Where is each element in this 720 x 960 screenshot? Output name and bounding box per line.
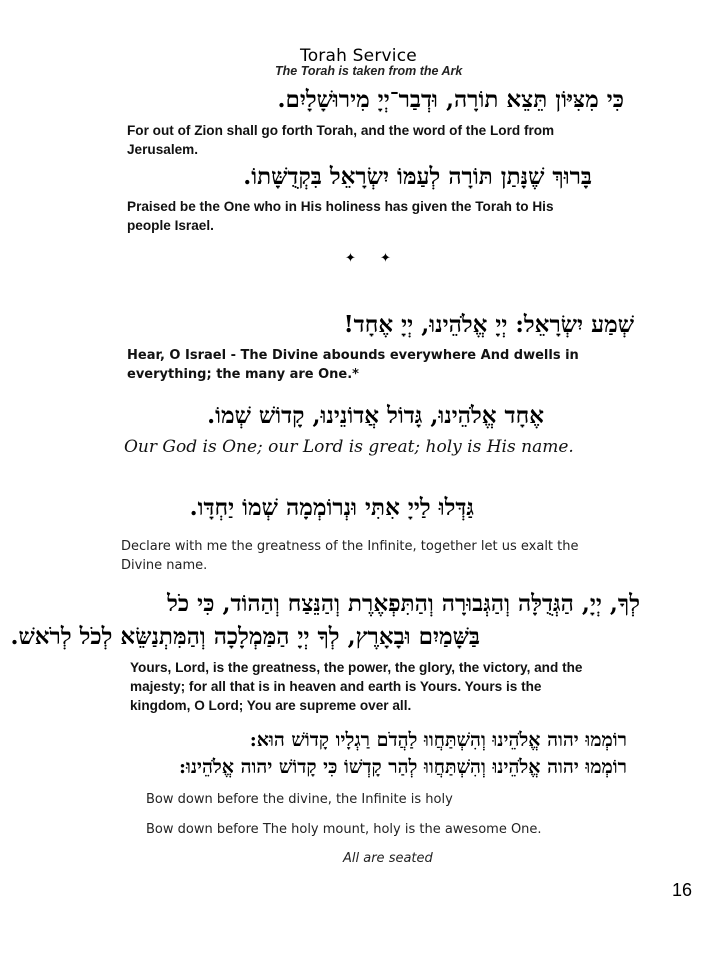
english-verse-6: Yours, Lord, is the greatness, the power, the glory, the victory, and the majesty; for all that is in heaven and earth is Yours. Yours is the kingdom, O Lord; You are supreme over all. [130, 660, 583, 713]
english-verse-7-line-1: Bow down before the divine, the Infinite is holy [146, 792, 453, 807]
hebrew-verse-6-line-1: לְךָ, יְיָ, הַגְּדֻלָּה וְהַגְּבוּרָה וְהַתִּפְאֶרֶת וְהַנֵּצַח וְהַהוֹד, כִּי כֹל [167, 590, 640, 617]
hebrew-verse-3: שְׁמַע יִשְׂרָאֵל: יְיָ אֱלֹהֵינוּ, יְיָ אֶחָד! [343, 311, 634, 338]
english-verse-5: Declare with me the greatness of the Infinite, together let us exalt the Divine name. [121, 539, 579, 573]
english-verse-3: Hear, O Israel - The Divine abounds everywhere And dwells in everything; the many are One.* [127, 348, 579, 382]
hebrew-verse-2: בָּרוּךְ שֶׁנָּתַן תּוֹרָה לְעַמּוֹ יִשְׂרָאֵל בִּקְדֻשָּׁתוֹ. [243, 163, 592, 190]
separator-ornament: ✦ ✦ [345, 251, 401, 266]
hebrew-verse-4: אֶחָד אֱלֹהֵינוּ, גָּדוֹל אֲדוֹנֵינוּ, קָדוֹשׁ שְׁמוֹ. [207, 402, 544, 429]
english-verse-7-line-2: Bow down before The holy mount, holy is the awesome One. [146, 822, 542, 837]
page-subtitle: The Torah is taken from the Ark [275, 64, 463, 78]
page-number: 16 [671, 880, 692, 900]
page-title: Torah Service [300, 46, 417, 66]
instruction-all-seated: All are seated [343, 851, 433, 866]
english-verse-1: For out of Zion shall go forth Torah, and the word of the Lord from Jerusalem. [127, 123, 555, 157]
english-verse-2: Praised be the One who in His holiness has given the Torah to His people Israel. [127, 199, 554, 233]
hebrew-verse-5: גַּדְּלוּ לַייָ אִתִּי וּנְרוֹמְמָה שְׁמוֹ יַחְדָּו. [189, 494, 474, 521]
hebrew-verse-7-line-1: רוֹמְמוּ יהוה אֱלֹהֵינוּ וְהִשְׁתַּחֲווּ לַהֲדֹם רַגְלָיו קָדוֹשׁ הוּא: [249, 729, 627, 751]
hebrew-verse-6-line-2: בַּשָּׁמַיִם וּבָאָרֶץ, לְךָ יְיָ הַמַּמְלָכָה וְהַמִּתְנַשֵּׂא לְכֹל לְרֹאשׁ. [10, 623, 480, 650]
hebrew-verse-7-line-2: רוֹמְמוּ יהוה אֱלֹהֵינוּ וְהִשְׁתַּחֲווּ לְהַר קָדְשׁוֹ כִּי קָדוֹשׁ יהוה אֱלֹהֵינוּ: [178, 756, 627, 778]
hebrew-verse-1: כִּי מִצִּיּוֹן תֵּצֵא תוֹרָה, וּדְבַר־יְיָ מִירוּשָׁלָיִם. [277, 86, 624, 113]
english-verse-4: Our God is One; our Lord is great; holy is His name. [124, 437, 574, 457]
